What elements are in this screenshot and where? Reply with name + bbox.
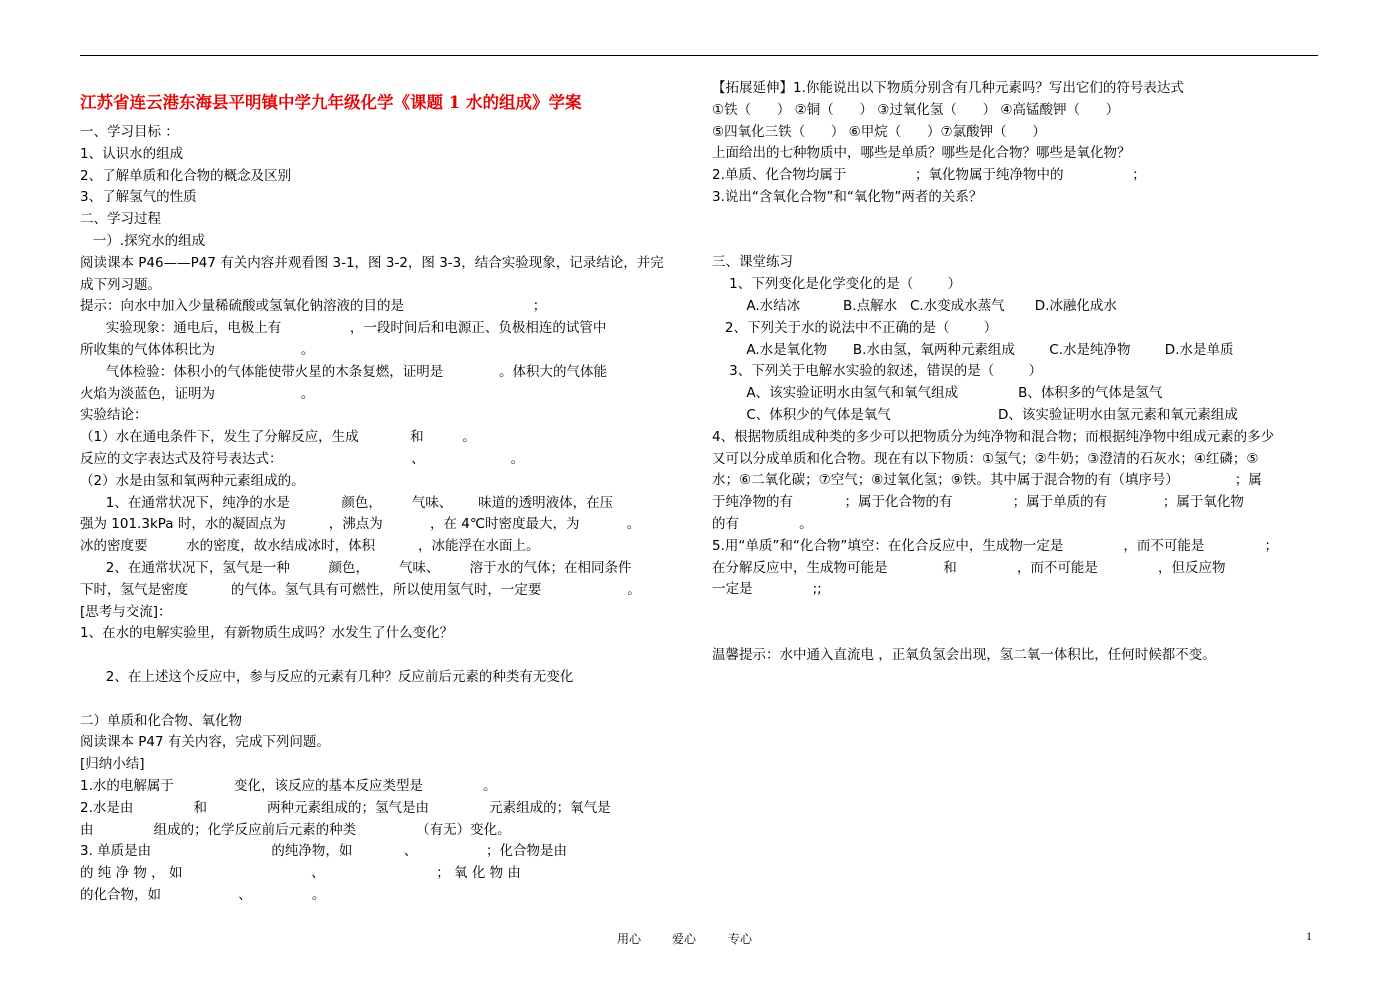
right-text-line: 于纯净物的有 ；属于化合物的有 ；属于单质的有 ；属于氧化物: [712, 494, 1244, 511]
right-text-line: A、该实验证明水由氢气和氧气组成 B、体积多的气体是氢气: [712, 385, 1163, 402]
left-text-line: 的化合物，如 、 。: [80, 887, 326, 903]
left-text-line: 1、认识水的组成: [80, 145, 184, 162]
right-text-line: 上面给出的七种物质中，哪些是单质？哪些是化合物？哪些是氧化物？: [712, 145, 1131, 162]
left-text-line: 阅读课本 P46——P47 有关内容并观看图 3-1，图 3-2，图 3-3，结合实验现象，记录结论，并完: [80, 254, 664, 271]
right-text-line: 又可以分成单质和化合物。现在有以下物质：①氢气；②牛奶；③澄清的石灰水；④红磷；⑤: [712, 450, 1259, 467]
left-text-line: 强为 101.3kPa 时，水的凝固点为 ，沸点为 ，在 4℃时密度最大，为 。: [80, 516, 641, 533]
left-text-line: 1、在水的电解实验里，有新物质生成吗？水发生了什么变化？: [80, 625, 454, 642]
left-text-line: 一、学习目标 ：: [80, 124, 179, 140]
right-text-line: ⑤四氧化三铁（ ） ⑥甲烷（ ）⑦氯酸钾（ ）: [712, 123, 1046, 140]
right-text-line: 水；⑥二氧化碳；⑦空气；⑧过氧化氢；⑨铁。其中属于混合物的有（填序号） ；属: [712, 472, 1262, 489]
left-text-line: 气体检验：体积小的气体能使带火星的木条复燃，证明是 。体积大的气体能: [80, 363, 608, 380]
left-text-line: 成下列习题。: [80, 276, 161, 293]
left-text-line: 2、在上述这个反应中，参与反应的元素有几种？反应前后元素的种类有无变化: [80, 669, 574, 685]
left-text-line: （2）水是由氢和氧两种元素组成的。: [80, 472, 305, 489]
left-text-line: 2、在通常状况下，氢气是一种 颜色， 气味、 溶于水的气体；在相同条件: [80, 560, 632, 576]
right-text-line: ①铁（ ） ②铜（ ） ③过氧化氢（ ） ④高锰酸钾（ ）: [712, 101, 1120, 118]
right-text-line: 在分解反应中，生成物可能是 和 ，而不可能是 ，但反应物: [712, 559, 1226, 576]
left-text-line: 3. 单质是由 的纯净物，如 、 ；化合物是由: [80, 843, 567, 860]
left-text-line: 实验现象：通电后，电极上有 ，一段时间后和电源正、负极相连的试管中: [80, 320, 607, 337]
header-rule: [80, 55, 1318, 56]
left-text-line: 2、了解单质和化合物的概念及区别: [80, 167, 292, 184]
left-text-line: 火焰为淡蓝色，证明为 。: [80, 385, 315, 402]
left-text-line: 的 纯 净 物 ， 如 、 ； 氧 化 物 由: [80, 865, 521, 882]
right-text-line: 一定是 ;;: [712, 581, 822, 598]
right-text-line: C、体积少的气体是氧气 D、该实验证明水由氢元素和氧元素组成: [712, 407, 1238, 423]
right-text-line: 5.用“单质”和“化合物”填空：在化合反应中，生成物一定是 ，而不可能是 ；: [712, 537, 1279, 554]
right-text-line: 的有 。: [712, 516, 813, 532]
page-number: 1: [1306, 929, 1312, 943]
left-text-line: 阅读课本 P47 有关内容，完成下列问题。: [80, 734, 330, 751]
left-text-line: 二、学习过程: [80, 211, 161, 228]
left-text-line: 冰的密度要 水的密度，故水结成冰时，体积 ，冰能浮在水面上。: [80, 538, 540, 555]
right-text-line: 2、下列关于水的说法中不正确的是（ ）: [712, 319, 998, 336]
footer-word-1: 用心: [617, 932, 642, 946]
left-text-line: [思考与交流]：: [80, 603, 172, 620]
left-text-line: 实验结论：: [80, 407, 148, 424]
right-text-line: 1、下列变化是化学变化的是（ ）: [712, 276, 962, 293]
document-title: 江苏省连云港东海县平明镇中学九年级化学《课题 1 水的组成》学案: [80, 93, 582, 112]
right-text-line: 3、下列关于电解水实验的叙述，错误的是（ ）: [712, 363, 1043, 380]
left-text-line: 提示：向水中加入少量稀硫酸或氢氧化钠溶液的目的是 ；: [80, 298, 547, 315]
right-text-line: 三、课堂练习: [712, 254, 793, 271]
left-text-line: 1.水的电解属于 变化，该反应的基本反应类型是 。: [80, 778, 497, 794]
left-text-line: 由 组成的；化学反应前后元素的种类 （有无）变化。: [80, 821, 511, 838]
left-text-line: 一）.探究水的组成: [80, 233, 206, 249]
right-text-line: A.水结冰 B.点解水 C.水变成水蒸气 D.冰融化成水: [712, 298, 1117, 314]
right-text-line: 4、根据物质组成种类的多少可以把物质分为纯净物和混合物；而根据纯净物中组成元素的多少: [712, 428, 1275, 445]
left-text-line: （1）水在通电条件下，发生了分解反应，生成 和 。: [80, 429, 476, 446]
left-text-line: [归纳小结]: [80, 756, 145, 773]
left-text-line: 1、在通常状况下，纯净的水是 颜色， 气味、 味道的透明液体，在压: [80, 494, 614, 511]
left-text-line: 2.水是由 和 两种元素组成的；氢气是由 元素组成的；氧气是: [80, 799, 611, 816]
left-text-line: 二）单质和化合物、氧化物: [80, 712, 242, 729]
right-text-line: 【拓展延伸】1.你能说出以下物质分别含有几种元素吗？写出它们的符号表达式: [712, 80, 1184, 96]
right-text-line: A.水是氧化物 B.水由氢，氧两种元素组成 C.水是纯净物 D.水是单质: [712, 341, 1234, 358]
left-text-line: 所收集的气体体积比为 。: [80, 342, 315, 358]
right-text-line: 3.说出“含氧化合物”和“氧化物”两者的关系？: [712, 189, 983, 205]
right-text-line: 2.单质、化合物均属于 ；氧化物属于纯净物中的 ；: [712, 167, 1146, 184]
left-text-line: 下时，氢气是密度 的气体。氢气具有可燃性，所以使用氢气时，一定要 。: [80, 581, 641, 598]
footer-word-3: 专心: [728, 932, 753, 946]
left-text-line: 3、了解氢气的性质: [80, 189, 197, 206]
right-text-line: 温馨提示：水中通入直流电 ，正氧负氢会出现，氢二氧一体积比，任何时候都不变。: [712, 646, 1216, 663]
left-text-line: 反应的文字表达式及符号表达式： 、 。: [80, 451, 525, 467]
footer-word-2: 爱心: [672, 932, 697, 946]
